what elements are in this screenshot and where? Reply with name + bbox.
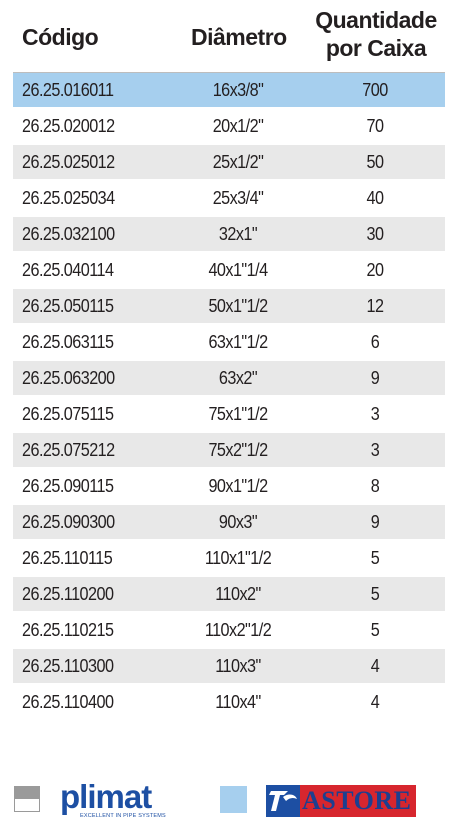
table-row[interactable] <box>13 181 445 217</box>
cell-diameter: 63x1"1/2 <box>208 332 268 352</box>
cell-quantity: 3 <box>370 404 380 424</box>
table-row[interactable] <box>13 541 445 577</box>
table-row[interactable] <box>13 289 445 325</box>
cell-quantity: 6 <box>370 332 380 352</box>
cell-quantity: 40 <box>366 188 384 208</box>
plimat-logo-tagline: EXCELLENT IN PIPE SYSTEMS <box>80 813 166 819</box>
cell-code: 26.25.110300 <box>22 656 114 676</box>
cell-quantity: 8 <box>370 476 380 496</box>
table-row[interactable] <box>13 73 445 109</box>
cell-quantity: 50 <box>366 152 384 172</box>
table-row[interactable] <box>13 145 445 181</box>
column-header-quantity-line2: por Caixa <box>325 35 427 61</box>
cell-code: 26.25.110215 <box>22 620 114 640</box>
table-row[interactable] <box>13 109 445 145</box>
table-row[interactable] <box>13 325 445 361</box>
cell-code: 26.25.050115 <box>22 296 114 316</box>
cell-diameter: 25x3/4" <box>212 188 264 208</box>
table-row[interactable] <box>13 253 445 289</box>
cell-diameter: 110x2"1/2 <box>204 620 272 640</box>
cell-quantity: 700 <box>362 80 388 100</box>
cell-quantity: 3 <box>370 440 380 460</box>
cell-diameter: 32x1" <box>218 224 258 244</box>
cell-quantity: 9 <box>370 368 380 388</box>
astore-legend-swatch <box>220 786 247 813</box>
cell-diameter: 110x1"1/2 <box>204 548 272 568</box>
table-row[interactable] <box>13 217 445 253</box>
table-row[interactable] <box>13 397 445 433</box>
cell-diameter: 90x3" <box>218 512 258 532</box>
cell-code: 26.25.063200 <box>22 368 115 388</box>
cell-diameter: 90x1"1/2 <box>208 476 268 496</box>
cell-diameter: 110x2" <box>215 584 261 604</box>
table-row[interactable] <box>13 469 445 505</box>
column-header-diameter: Diâmetro <box>191 24 287 50</box>
cell-diameter: 50x1"1/2 <box>208 296 268 316</box>
cell-code: 26.25.032100 <box>22 224 115 244</box>
table-header <box>13 0 445 72</box>
cell-diameter: 16x3/8" <box>212 80 264 100</box>
cell-diameter: 63x2" <box>218 368 258 388</box>
cell-diameter: 40x1"1/4 <box>208 260 268 280</box>
column-header-code: Código <box>22 24 99 50</box>
table-row[interactable] <box>13 433 445 469</box>
cell-code: 26.25.025012 <box>22 152 115 172</box>
cell-quantity: 5 <box>370 584 380 604</box>
plimat-logo-wordmark: plimat <box>60 778 152 815</box>
cell-code: 26.25.040114 <box>22 260 114 280</box>
cell-code: 26.25.110200 <box>22 584 114 604</box>
cell-diameter: 25x1/2" <box>212 152 264 172</box>
cell-code: 26.25.075115 <box>22 404 114 424</box>
cell-code: 26.25.090115 <box>22 476 114 496</box>
table-row[interactable] <box>13 649 445 685</box>
cell-code: 26.25.020012 <box>22 116 115 136</box>
astore-emblem-icon <box>266 785 300 817</box>
cell-quantity: 5 <box>370 548 380 568</box>
cell-diameter: 110x3" <box>215 656 261 676</box>
cell-code: 26.25.063115 <box>22 332 114 352</box>
table-row[interactable] <box>13 613 445 649</box>
cell-quantity: 70 <box>366 116 384 136</box>
cell-code: 26.25.110115 <box>22 548 113 568</box>
astore-logo <box>266 785 416 817</box>
product-table <box>13 72 445 721</box>
cell-quantity: 12 <box>366 296 384 316</box>
cell-quantity: 4 <box>370 656 380 676</box>
cell-quantity: 4 <box>370 692 380 712</box>
table-row[interactable] <box>13 685 445 721</box>
table-row[interactable] <box>13 505 445 541</box>
cell-quantity: 30 <box>366 224 384 244</box>
column-header-quantity-line1: Quantidade <box>315 7 437 33</box>
cell-code: 26.25.025034 <box>22 188 115 208</box>
cell-code: 26.25.075212 <box>22 440 115 460</box>
cell-code: 26.25.090300 <box>22 512 115 532</box>
table-row[interactable] <box>13 361 445 397</box>
cell-quantity: 5 <box>370 620 380 640</box>
plimat-legend-swatch <box>14 786 40 812</box>
cell-diameter: 110x4" <box>215 692 261 712</box>
cell-diameter: 75x2"1/2 <box>208 440 268 460</box>
column-header-quantity <box>313 6 439 62</box>
cell-quantity: 20 <box>366 260 384 280</box>
plimat-logo <box>60 780 178 822</box>
cell-quantity: 9 <box>370 512 380 532</box>
cell-code: 26.25.110400 <box>22 692 114 712</box>
astore-logo-wordmark: ASTORE <box>302 786 412 815</box>
table-row[interactable] <box>13 577 445 613</box>
cell-code: 26.25.016011 <box>22 80 114 100</box>
cell-diameter: 20x1/2" <box>212 116 264 136</box>
cell-diameter: 75x1"1/2 <box>208 404 268 424</box>
